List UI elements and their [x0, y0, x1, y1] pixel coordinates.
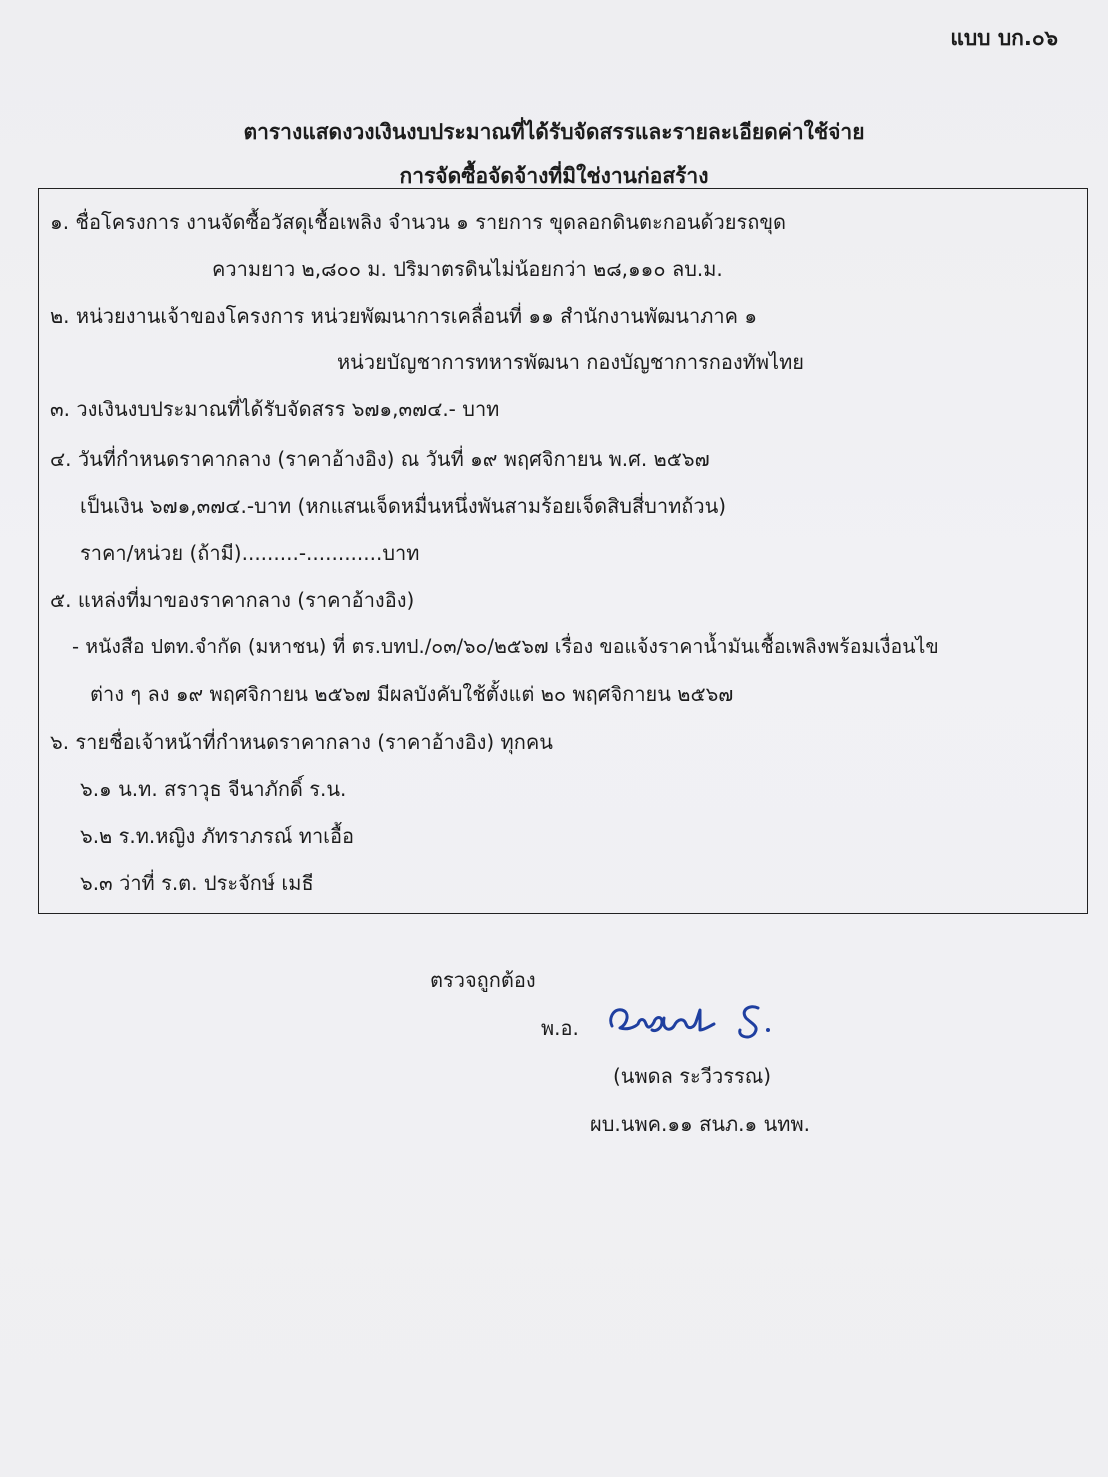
form-code: แบบ บก.๐๖ [950, 26, 1058, 50]
item6-officer-3: ๖.๓ ว่าที่ ร.ต. ประจักษ์ เมธี [80, 871, 314, 895]
item1-project-name: ๑. ชื่อโครงการ งานจัดซื้อวัสดุเชื้อเพลิง จำนวน ๑ รายการ ขุดลอกดินตะกอนด้วยรถขุด [50, 210, 787, 234]
item6-officers-heading: ๖. รายชื่อเจ้าหน้าที่กำหนดราคากลาง (ราคาอ้างอิง) ทุกคน [50, 730, 553, 754]
item4-reference-date: ๔. วันที่กำหนดราคากลาง (ราคาอ้างอิง) ณ วันที่ ๑๙ พฤศจิกายน พ.ศ. ๒๕๖๗ [50, 447, 710, 471]
signer-name: (นพดล ระวีวรรณ) [613, 1064, 772, 1088]
document-title-line2: การจัดซื้อจัดจ้างที่มิใช่งานก่อสร้าง [399, 164, 709, 188]
item4-unit-price: ราคา/หน่วย (ถ้ามี).........-............บาท [80, 541, 420, 565]
item2-owner-unit-cont: หน่วยบัญชาการทหารพัฒนา กองบัญชาการกองทัพไทย [337, 350, 805, 374]
item5-source-effective: ต่าง ๆ ลง ๑๙ พฤศจิกายน ๒๕๖๗ มีผลบังคับใช้ตั้งแต่ ๒๐ พฤศจิกายน ๒๕๖๗ [90, 682, 734, 706]
document-title-line1: ตารางแสดงวงเงินงบประมาณที่ได้รับจัดสรรและรายละเอียดค่าใช้จ่าย [243, 120, 865, 144]
item2-owner-unit: ๒. หน่วยงานเจ้าของโครงการ หน่วยพัฒนาการเคลื่อนที่ ๑๑ สำนักงานพัฒนาภาค ๑ [50, 304, 758, 328]
verified-label: ตรวจถูกต้อง [430, 968, 536, 992]
item1-project-detail: ความยาว ๒,๘๐๐ ม. ปริมาตรดินไม่น้อยกว่า ๒๘,๑๑๐ ลบ.ม. [212, 257, 723, 281]
signer-position: ผบ.นพค.๑๑ สนภ.๑ นทพ. [590, 1112, 810, 1136]
item3-budget: ๓. วงเงินงบประมาณที่ได้รับจัดสรร ๖๗๑,๓๗๔.- บาท [50, 397, 500, 421]
item5-source-letter: - หนังสือ ปตท.จำกัด (มหาชน) ที่ ตร.บทป./๐๓/๖๐/๒๕๖๗ เรื่อง ขอแจ้งราคาน้ำมันเชื้อเพลิงพร้อมเงื่อนไข [72, 635, 939, 658]
handwritten-signature [600, 996, 800, 1046]
item5-price-source: ๕. แหล่งที่มาของราคากลาง (ราคาอ้างอิง) [50, 588, 415, 612]
item4-amount: เป็นเงิน ๖๗๑,๓๗๔.-บาท (หกแสนเจ็ดหมื่นหนึ่งพันสามร้อยเจ็ดสิบสี่บาทถ้วน) [80, 494, 727, 518]
item6-officer-1: ๖.๑ น.ท. สราวุธ จีนาภักดิ์ ร.น. [80, 777, 347, 801]
item6-officer-2: ๖.๒ ร.ท.หญิง ภัทราภรณ์ ทาเอื้อ [80, 824, 355, 848]
signer-rank: พ.อ. [541, 1016, 579, 1040]
